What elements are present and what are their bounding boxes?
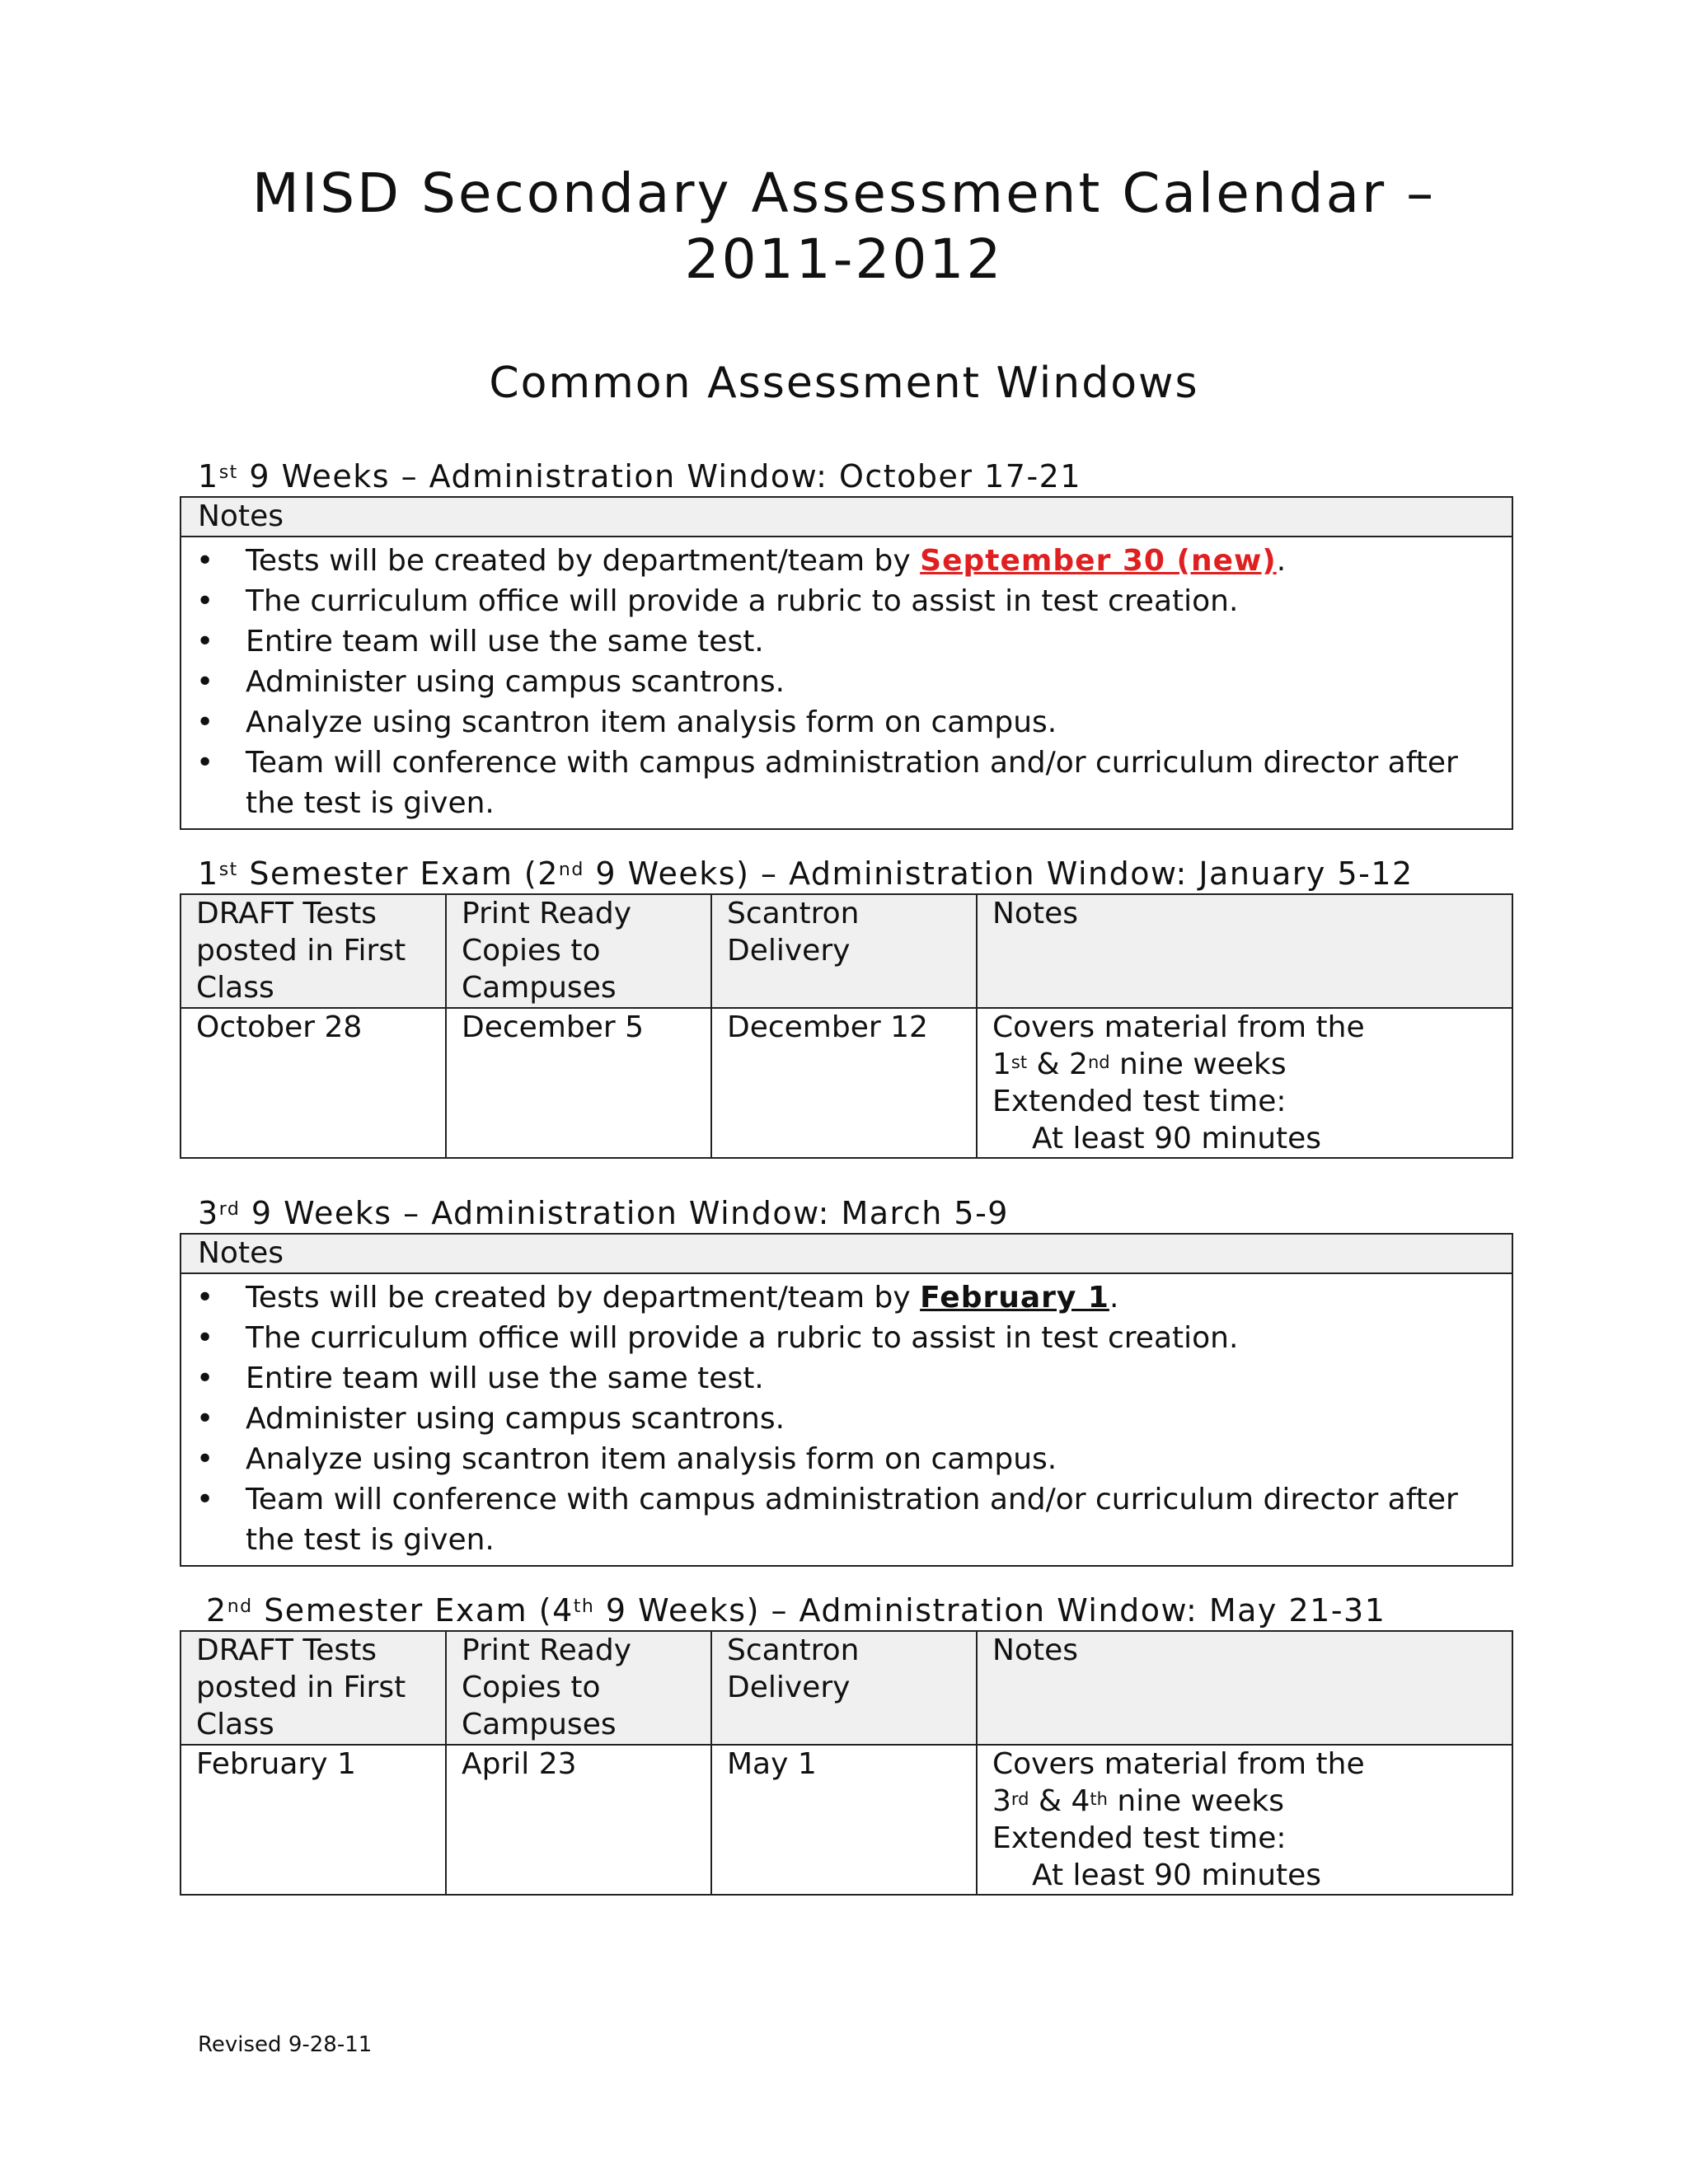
section2-schedule-table — [180, 893, 1513, 1159]
cell-notes: Covers material from the 1st & 2nd nine weeks Extended test time: At least 90 minutes — [977, 1008, 1512, 1158]
col-print-ready: Print Ready Copies to Campuses — [446, 894, 711, 1008]
list-item: • Tests will be created by department/team by September 30 (new). — [181, 541, 1512, 581]
table-row — [181, 1745, 1512, 1895]
table-row — [181, 1008, 1512, 1158]
cell-scantron-date: May 1 — [711, 1745, 977, 1895]
section2-heading: 1st Semester Exam (2nd 9 Weeks) – Administration Window: January 5-12 — [198, 855, 1414, 892]
table-header-row — [181, 894, 1512, 1008]
col-notes: Notes — [977, 1631, 1512, 1745]
section3-notes-list — [181, 1274, 1512, 1565]
section3-due-date: February 1 — [920, 1281, 1109, 1315]
list-item: • The curriculum office will provide a rubric to assist in test creation. — [181, 581, 1512, 621]
page-title — [0, 161, 1688, 293]
title-line-1: MISD Secondary Assessment Calendar – — [251, 162, 1437, 225]
table-header-row — [181, 1631, 1512, 1745]
revision-footer: Revised 9-28-11 — [198, 2032, 373, 2057]
section4-schedule-table — [180, 1630, 1513, 1896]
col-scantron-delivery: Scantron Delivery — [711, 1631, 977, 1745]
page-subtitle: Common Assessment Windows — [489, 359, 1199, 408]
col-print-ready: Print Ready Copies to Campuses — [446, 1631, 711, 1745]
list-item: • Tests will be created by department/team by February 1. — [181, 1277, 1512, 1318]
cell-scantron-date: December 12 — [711, 1008, 977, 1158]
list-item: • Team will conference with campus administration and/or curriculum director after the test is given. — [181, 743, 1512, 823]
title-line-2: 2011-2012 — [684, 227, 1004, 291]
list-item: • Team will conference with campus administration and/or curriculum director after the test is given. — [181, 1479, 1512, 1560]
section3-heading: 3rd 9 Weeks – Administration Window: March 5-9 — [198, 1195, 1009, 1231]
list-item: • Administer using campus scantrons. — [181, 1399, 1512, 1439]
section1-heading: 1st 9 Weeks – Administration Window: October 17-21 — [198, 458, 1082, 494]
section3-notes-header: Notes — [181, 1235, 1512, 1274]
list-item: • Administer using campus scantrons. — [181, 662, 1512, 702]
section1-notes-header: Notes — [181, 498, 1512, 537]
section1-notes-list — [181, 537, 1512, 828]
section1-notes-box — [180, 496, 1513, 830]
list-item: • Analyze using scantron item analysis form on campus. — [181, 702, 1512, 743]
cell-draft-date: October 28 — [181, 1008, 446, 1158]
col-draft-tests: DRAFT Tests posted in First Class — [181, 894, 446, 1008]
col-notes: Notes — [977, 894, 1512, 1008]
list-item: • Entire team will use the same test. — [181, 621, 1512, 662]
list-item: • Analyze using scantron item analysis form on campus. — [181, 1439, 1512, 1479]
cell-print-date: April 23 — [446, 1745, 711, 1895]
section1-due-date: September 30 (new) — [920, 544, 1277, 578]
cell-print-date: December 5 — [446, 1008, 711, 1158]
section3-notes-box — [180, 1233, 1513, 1567]
section4-heading: 2nd Semester Exam (4th 9 Weeks) – Administration Window: May 21-31 — [206, 1592, 1386, 1629]
col-scantron-delivery: Scantron Delivery — [711, 894, 977, 1008]
list-item: • Entire team will use the same test. — [181, 1358, 1512, 1399]
col-draft-tests: DRAFT Tests posted in First Class — [181, 1631, 446, 1745]
cell-notes: Covers material from the 3rd & 4th nine weeks Extended test time: At least 90 minutes — [977, 1745, 1512, 1895]
list-item: • The curriculum office will provide a rubric to assist in test creation. — [181, 1318, 1512, 1358]
cell-draft-date: February 1 — [181, 1745, 446, 1895]
